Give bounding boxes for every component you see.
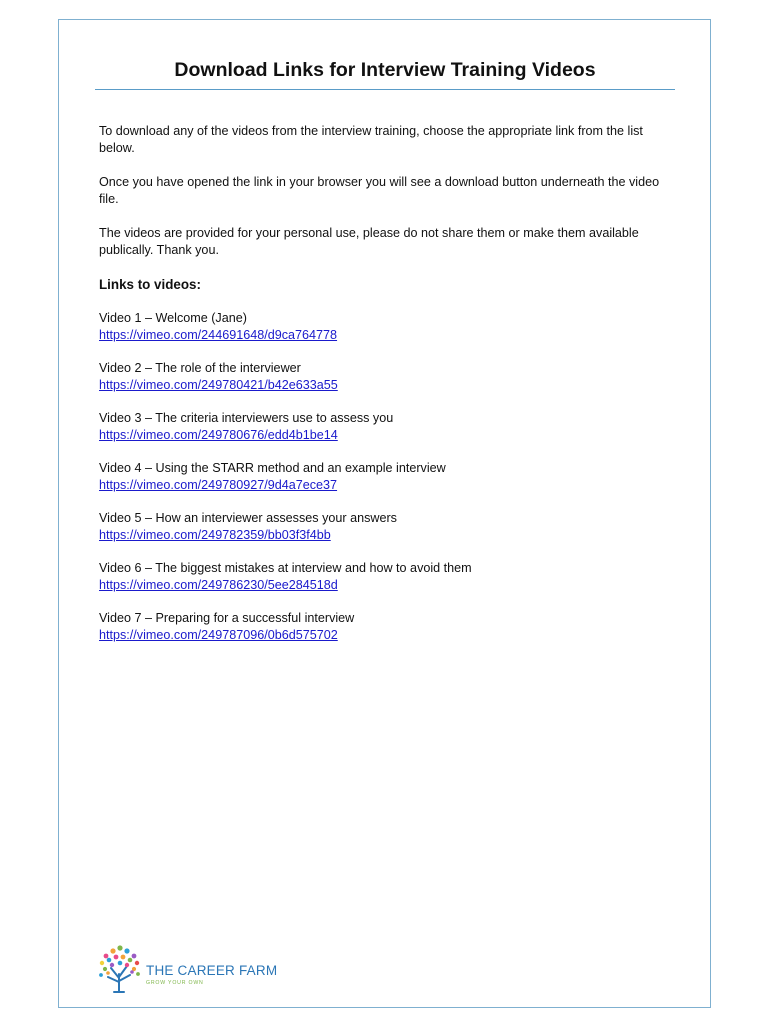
intro-paragraph-personal-use: The videos are provided for your personal use, please do not share them or make them available publically. Thank you. [99,226,639,257]
career-farm-logo [96,944,296,994]
video-title: Video 6 – The biggest mistakes at interview and how to avoid them [99,561,472,575]
video-title: Video 5 – How an interviewer assesses your answers [99,511,397,525]
title-divider [95,89,675,90]
video-title: Video 7 – Preparing for a successful interview [99,611,355,625]
logo-name: THE CAREER FARM [146,963,278,978]
video-entry [99,310,667,344]
video-link[interactable]: https://vimeo.com/249780421/b42e633a55 [99,378,338,392]
document-body [99,123,667,660]
video-entry [99,610,667,644]
video-link[interactable]: https://vimeo.com/249787096/0b6d575702 [99,628,338,642]
video-link[interactable]: https://vimeo.com/249786230/5ee284518d [99,578,338,592]
video-title: Video 1 – Welcome (Jane) [99,311,247,325]
tree-logo-icon [96,944,144,994]
video-link[interactable]: https://vimeo.com/249782359/bb03f3f4bb [99,528,331,542]
video-entry [99,510,667,544]
video-title: Video 2 – The role of the interviewer [99,361,301,375]
intro-paragraph-choose-link: To download any of the videos from the interview training, choose the appropriate link from the list below. [99,124,643,155]
video-entry [99,560,667,594]
video-link[interactable]: https://vimeo.com/249780927/9d4a7ece37 [99,478,338,492]
video-list [99,310,667,644]
video-entry [99,410,667,444]
video-link[interactable]: https://vimeo.com/244691648/d9ca764778 [99,328,338,342]
links-heading: Links to videos: [99,277,201,292]
video-title: Video 3 – The criteria interviewers use to assess you [99,411,394,425]
video-entry [99,360,667,394]
video-entry [99,460,667,494]
intro-paragraph-download-button: Once you have opened the link in your browser you will see a download button underneath the video file. [99,175,660,206]
video-link[interactable]: https://vimeo.com/249780676/edd4b1be14 [99,428,338,442]
logo-tagline: GROW YOUR OWN [146,980,204,986]
video-title: Video 4 – Using the STARR method and an example interview [99,461,446,475]
page-title: Download Links for Interview Training Videos [174,59,596,81]
